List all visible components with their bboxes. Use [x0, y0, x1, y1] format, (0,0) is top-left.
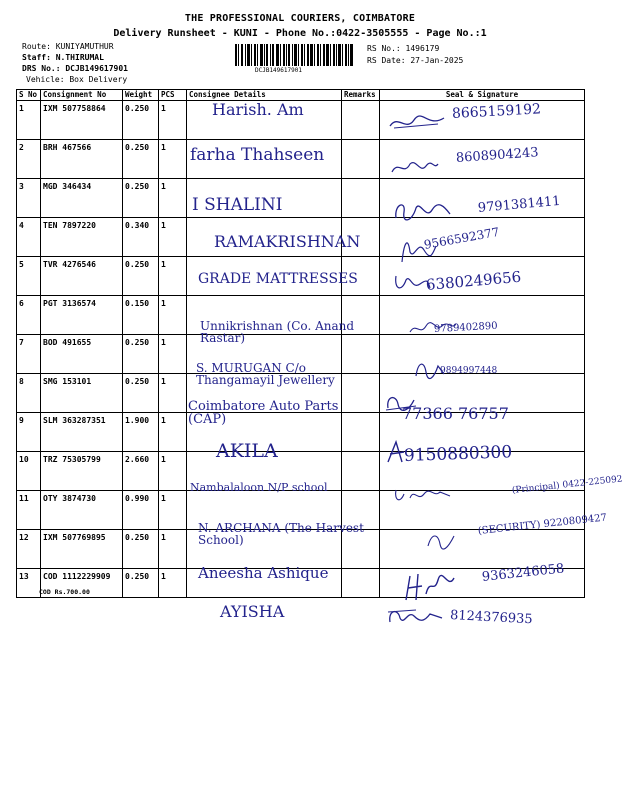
route-value: KUNIYAMUTHUR [55, 42, 114, 51]
handwritten-phone: 9894997448 [440, 366, 498, 376]
consignment-cell [41, 491, 123, 530]
drs-label: DRS No.: [22, 64, 61, 73]
handwritten-phone: 6380249656 [425, 267, 522, 294]
sno-value: 6 [19, 299, 24, 308]
signature-9 [384, 440, 408, 466]
pcs-value: 1 [161, 143, 166, 152]
barcode-caption: DCJB149617901 [255, 67, 302, 74]
weight-value: 0.250 [125, 533, 150, 542]
pcs-cell [159, 569, 187, 598]
rs-no-label: RS No.: [367, 44, 401, 53]
weight-cell [123, 179, 159, 218]
sno-cell [17, 257, 41, 296]
signature-11 [426, 530, 456, 550]
pcs-value: 1 [161, 533, 166, 542]
weight-value: 1.900 [125, 416, 150, 425]
handwritten-consignee: Aneesha Ashique [198, 564, 329, 582]
signature-10 [392, 484, 452, 506]
rs-date-value: 27-Jan-2025 [410, 56, 464, 65]
barcode-image [235, 44, 353, 66]
weight-cell [123, 530, 159, 569]
signature-12 [400, 570, 480, 604]
sno-value: 9 [19, 416, 24, 425]
sno-value: 3 [19, 182, 24, 191]
col-header-sno: S No [17, 90, 41, 101]
sno-cell [17, 413, 41, 452]
rs-date-label: RS Date: [367, 56, 406, 65]
consignment-value: SLM 363287351 [43, 416, 106, 425]
sno-value: 7 [19, 338, 24, 347]
consignment-value: IXM 507758864 [43, 104, 106, 113]
signature-5 [392, 272, 432, 294]
handwritten-consignee: AKILA [216, 440, 278, 462]
handwritten-phone: 9566592377 [422, 224, 501, 252]
sno-cell [17, 452, 41, 491]
pcs-cell [159, 413, 187, 452]
sno-cell [17, 179, 41, 218]
sno-value: 4 [19, 221, 24, 230]
weight-value: 0.250 [125, 143, 150, 152]
sno-cell [17, 218, 41, 257]
signature-2 [390, 156, 440, 178]
signature-6 [408, 318, 458, 338]
consignment-cell [41, 140, 123, 179]
pcs-value: 1 [161, 572, 166, 581]
sno-value: 11 [19, 494, 29, 503]
weight-value: 0.990 [125, 494, 150, 503]
handwritten-phone: 9363246058 [481, 561, 566, 585]
consignment-cell [41, 218, 123, 257]
weight-value: 0.150 [125, 299, 150, 308]
consignment-value: TEN 7897220 [43, 221, 96, 230]
sno-cell [17, 101, 41, 140]
consignment-cell [41, 530, 123, 569]
consignment-cell [41, 374, 123, 413]
sno-cell [17, 569, 41, 598]
weight-value: 2.660 [125, 455, 150, 464]
cod-amount: COD Rs.700.00 [39, 588, 90, 596]
pcs-cell [159, 374, 187, 413]
consignment-cell [41, 296, 123, 335]
handwritten-consignee: S. MURUGAN C/o Thangamayil Jewellery [196, 361, 335, 387]
sno-value: 1 [19, 104, 24, 113]
drs-line [22, 64, 128, 73]
staff-line [22, 53, 104, 62]
drs-value: DCJB149617901 [65, 64, 128, 73]
weight-cell [123, 257, 159, 296]
sno-value: 10 [19, 455, 29, 464]
handwritten-phone: 8124376935 [449, 608, 533, 628]
pcs-value: 1 [161, 299, 166, 308]
remarks-cell [342, 140, 380, 179]
pcs-value: 1 [161, 338, 166, 347]
weight-value: 0.340 [125, 221, 150, 230]
rs-no-value: 1496179 [405, 44, 440, 53]
pcs-cell [159, 335, 187, 374]
consignment-cell [41, 335, 123, 374]
handwritten-consignee: RAMAKRISHNAN [214, 232, 361, 251]
pcs-cell [159, 530, 187, 569]
weight-cell [123, 491, 159, 530]
weight-cell [123, 140, 159, 179]
pcs-cell [159, 140, 187, 179]
handwritten-consignee: farha Thahseen [190, 145, 325, 165]
consignment-cell [41, 179, 123, 218]
weight-cell [123, 335, 159, 374]
sno-cell [17, 491, 41, 530]
signature-8 [384, 392, 418, 414]
sno-value: 13 [19, 572, 29, 581]
handwritten-phone: 77366 76757 [402, 404, 509, 423]
weight-value: 0.250 [125, 104, 150, 113]
weight-value: 0.250 [125, 377, 150, 386]
handwritten-consignee: Unnikrishnan (Co. Anand Rastar) [200, 319, 355, 345]
col-header-pcs: PCS [159, 90, 187, 101]
signature-3 [392, 198, 454, 224]
handwritten-phone: 8665159192 [451, 101, 542, 122]
signature-13 [386, 606, 446, 628]
weight-cell [123, 452, 159, 491]
sno-cell [17, 296, 41, 335]
sno-value: 8 [19, 377, 24, 386]
vehicle-label: Vehicle: [26, 75, 65, 84]
pcs-value: 1 [161, 182, 166, 191]
consignment-cell [41, 569, 123, 598]
pcs-value: 1 [161, 416, 166, 425]
consignment-value: COD 1112229909 [43, 572, 111, 581]
sno-value: 5 [19, 260, 24, 269]
consignment-value: TVR 4276546 [43, 260, 96, 269]
remarks-cell [342, 101, 380, 140]
handwritten-phone: 9150880300 [403, 442, 513, 466]
weight-value: 0.250 [125, 572, 150, 581]
handwritten-phone: (Principal) 0422-225092 [511, 474, 623, 496]
signature-1 [388, 112, 448, 134]
weight-value: 0.250 [125, 338, 150, 347]
handwritten-consignee: Coimbatore Auto Parts (CAP) [188, 399, 339, 427]
weight-cell [123, 218, 159, 257]
weight-value: 0.250 [125, 260, 150, 269]
handwritten-consignee: N. ARCHANA (The Harvest School) [198, 521, 364, 547]
rs-no-line [367, 44, 439, 53]
pcs-cell [159, 101, 187, 140]
consignment-value: SMG 153101 [43, 377, 92, 386]
document-subtitle: Delivery Runsheet - KUNI - Phone No.:0422-3505555 - Page No.:1 [113, 28, 487, 39]
sno-value: 2 [19, 143, 24, 152]
consignment-value: BOD 491655 [43, 338, 92, 347]
handwritten-consignee: GRADE MATTRESSES [198, 271, 358, 287]
col-header-consignee: Consignee Details [187, 90, 342, 101]
sno-cell [17, 374, 41, 413]
pcs-cell [159, 257, 187, 296]
handwritten-consignee: I SHALINI [192, 195, 283, 215]
consignment-cell [41, 257, 123, 296]
weight-cell [123, 374, 159, 413]
rs-date-line [367, 56, 463, 65]
sno-cell [17, 140, 41, 179]
consignment-value: MGD 346434 [43, 182, 92, 191]
handwritten-consignee: Harish. Am [212, 100, 304, 119]
col-header-remarks: Remarks [342, 90, 380, 101]
table-header-row [17, 90, 585, 101]
consignment-cell [41, 452, 123, 491]
document-title: THE PROFESSIONAL COURIERS, COIMBATORE [184, 13, 416, 24]
remarks-cell [342, 569, 380, 598]
remarks-cell [342, 179, 380, 218]
staff-value: N.THIRUMAL [55, 53, 104, 62]
pcs-value: 1 [161, 221, 166, 230]
consignment-value: BRH 467566 [43, 143, 92, 152]
weight-cell [123, 296, 159, 335]
weight-value: 0.250 [125, 182, 150, 191]
remarks-cell [342, 452, 380, 491]
route-line [22, 42, 114, 51]
consignment-value: PGT 3136574 [43, 299, 96, 308]
consignment-value: TRZ 75305799 [43, 455, 101, 464]
pcs-cell [159, 218, 187, 257]
consignment-value: OTY 3874730 [43, 494, 96, 503]
pcs-value: 1 [161, 260, 166, 269]
handwritten-phone: 9791381411 [477, 193, 562, 216]
consignment-cell [41, 101, 123, 140]
pcs-cell [159, 452, 187, 491]
sno-cell [17, 335, 41, 374]
col-header-consignment: Consignment No [41, 90, 123, 101]
signature-4 [398, 232, 438, 266]
handwritten-phone: 9789402890 [433, 320, 498, 335]
weight-cell [123, 569, 159, 598]
weight-cell [123, 101, 159, 140]
consignment-value: IXM 507769895 [43, 533, 106, 542]
pcs-cell [159, 179, 187, 218]
col-header-weight: Weight [123, 90, 159, 101]
route-label: Route: [22, 42, 51, 51]
vehicle-value: Box Delivery [69, 75, 128, 84]
sno-cell [17, 530, 41, 569]
pcs-cell [159, 491, 187, 530]
pcs-value: 1 [161, 104, 166, 113]
pcs-cell [159, 296, 187, 335]
col-header-seal: Seal & Signature [380, 90, 585, 101]
signature-7 [414, 358, 448, 380]
pcs-value: 1 [161, 455, 166, 464]
handwritten-phone: 8608904243 [455, 145, 540, 166]
weight-cell [123, 413, 159, 452]
pcs-value: 1 [161, 494, 166, 503]
handwritten-consignee: AYISHA [220, 602, 285, 621]
sno-value: 12 [19, 533, 29, 542]
vehicle-line [26, 75, 127, 84]
consignment-cell [41, 413, 123, 452]
handwritten-consignee: Nambalaloon N/P school [190, 481, 328, 494]
pcs-value: 1 [161, 377, 166, 386]
staff-label: Staff: [22, 53, 51, 62]
handwritten-phone: (SECURITY) 9220809427 [477, 512, 608, 537]
